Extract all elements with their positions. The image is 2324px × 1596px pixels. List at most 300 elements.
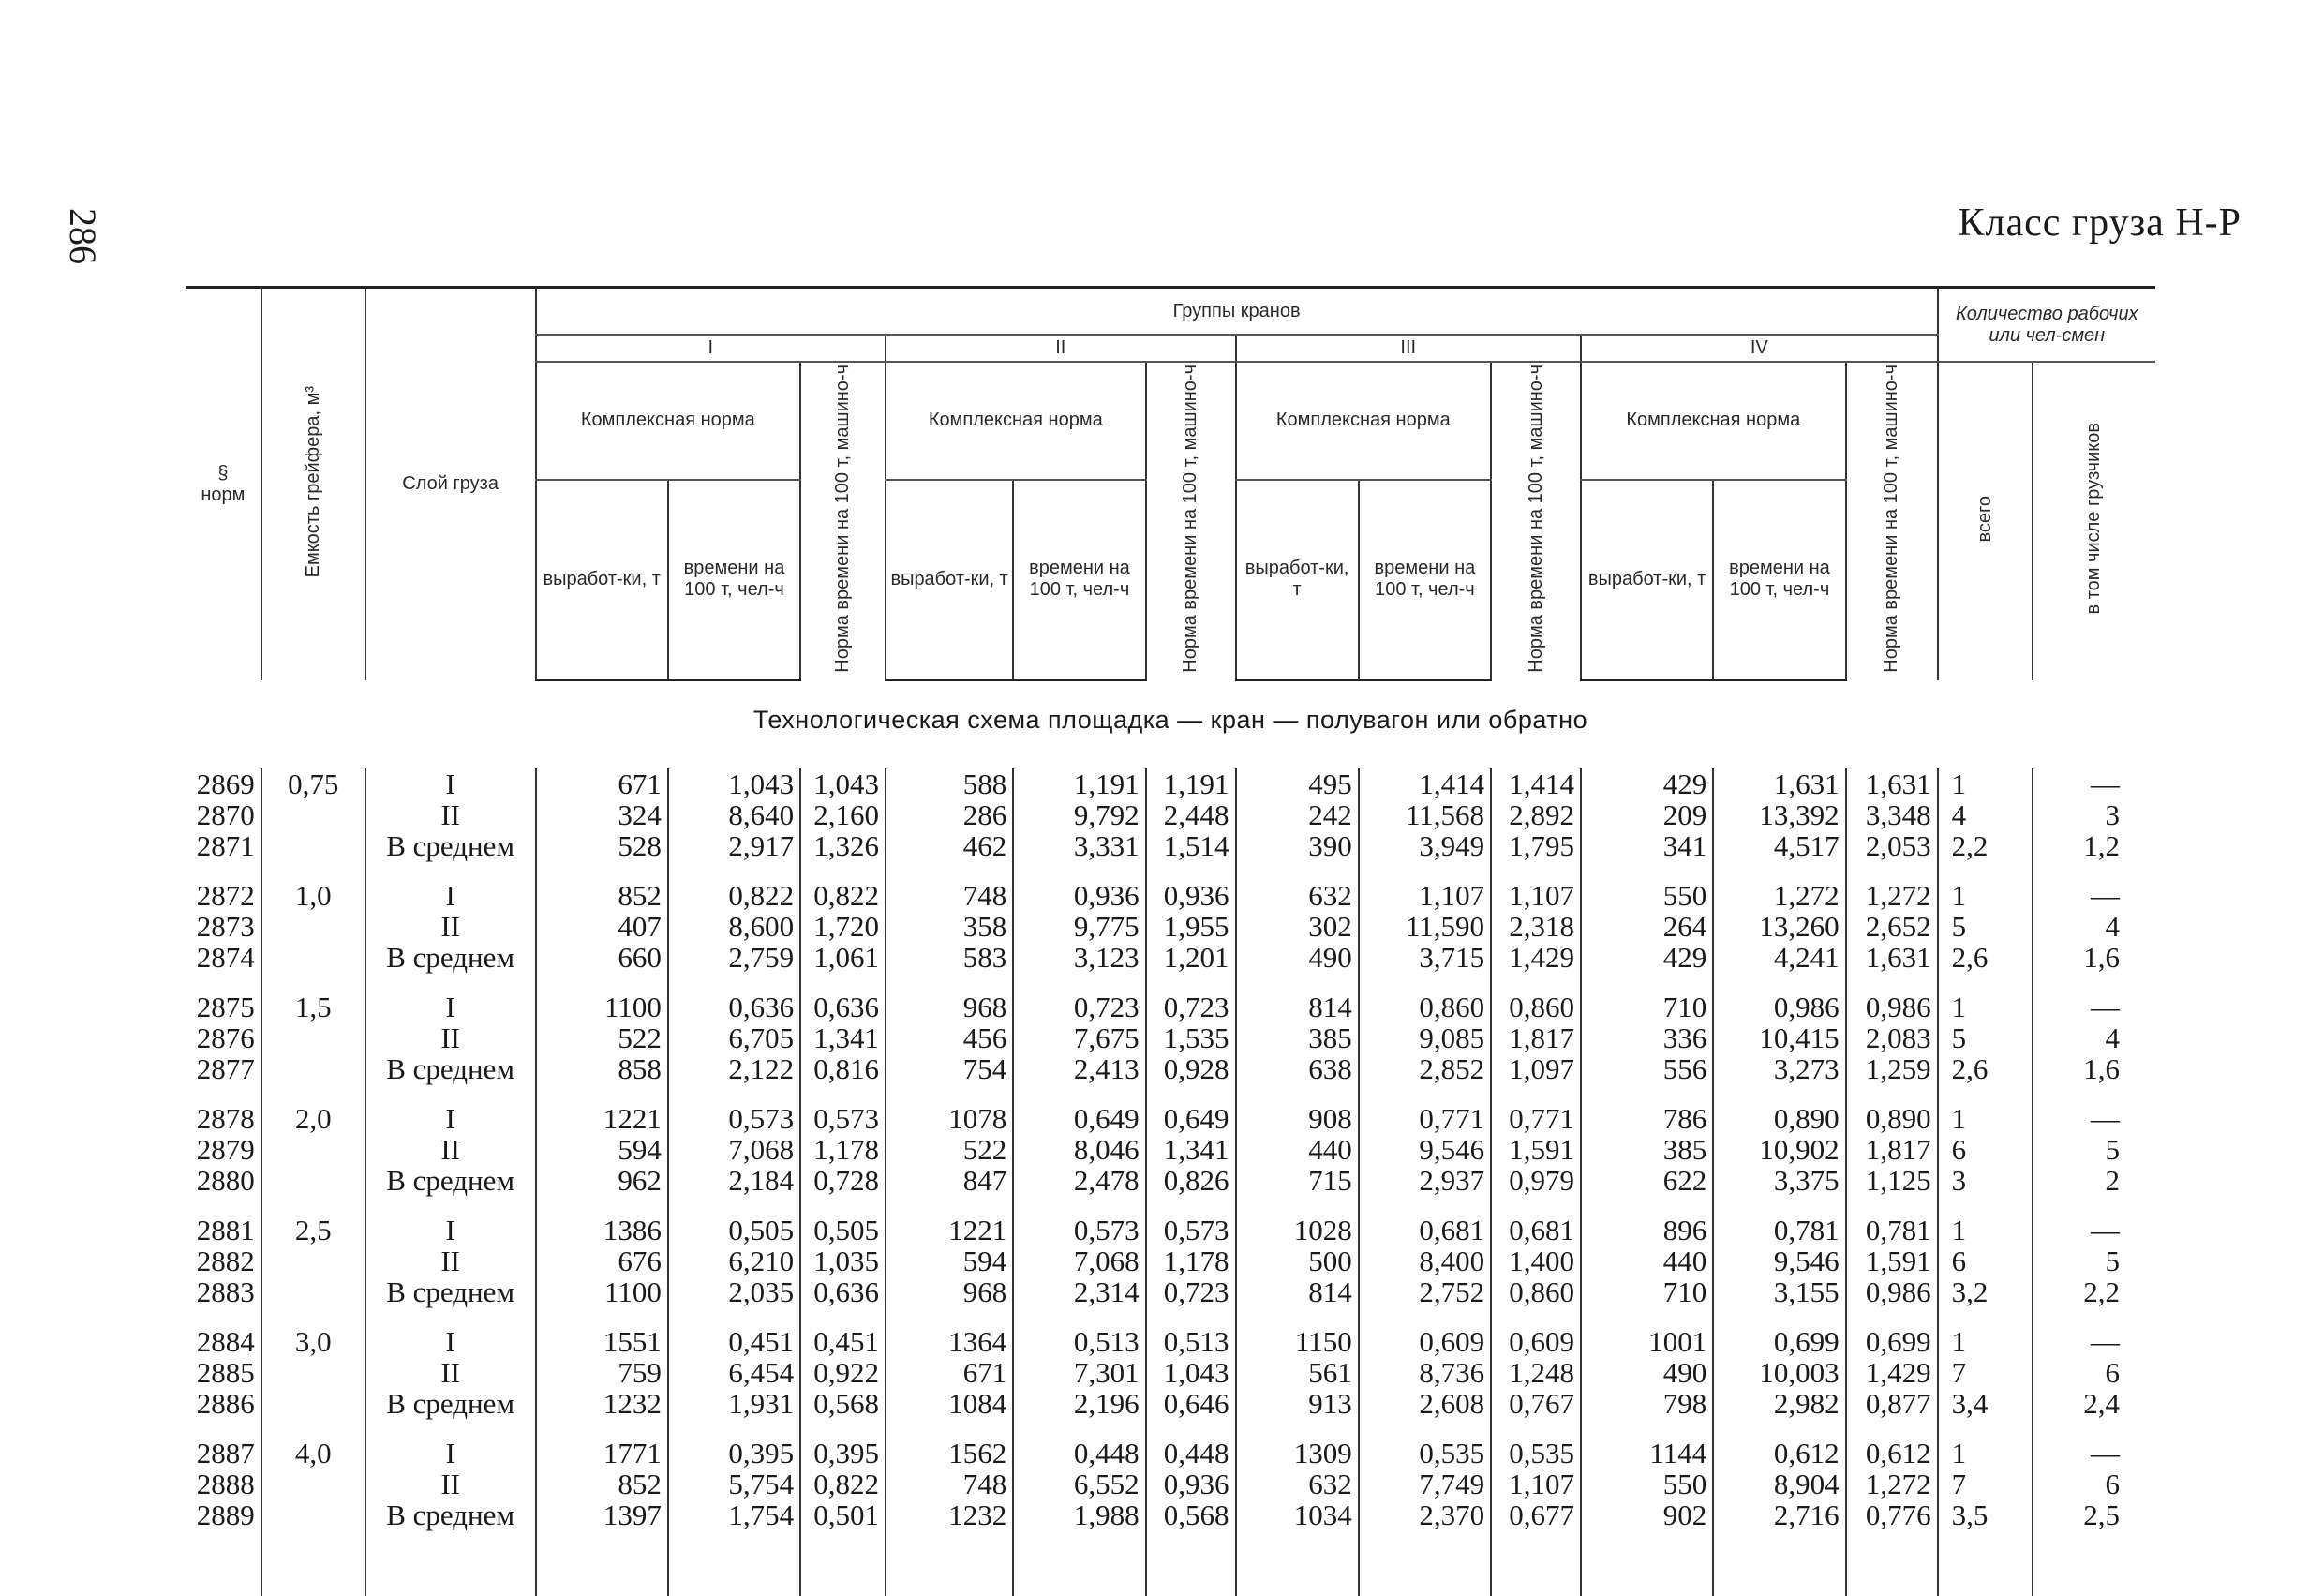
grab-capacity-cell: 2,0 xyxy=(261,1084,365,1134)
time-cell: 2,982 xyxy=(1713,1388,1845,1419)
loaders-cell: 6 xyxy=(2033,1469,2155,1499)
output-cell: 814 xyxy=(1236,973,1359,1022)
workers-total-cell: 7 xyxy=(1938,1469,2033,1499)
table-row xyxy=(186,1469,2155,1499)
output-cell: 385 xyxy=(1236,1022,1359,1053)
time-cell: 0,699 xyxy=(1713,1307,1845,1357)
time-cell: 0,681 xyxy=(1359,1196,1491,1245)
workers-total-cell: 3,5 xyxy=(1938,1499,2033,1530)
workers-total-cell: 1 xyxy=(1938,1084,2033,1134)
loaders-cell: 4 xyxy=(2033,911,2155,942)
time-cell: 8,400 xyxy=(1359,1245,1491,1276)
machine-time-cell: 1,272 xyxy=(1846,861,1938,911)
machine-time-cell: 2,083 xyxy=(1846,1022,1938,1053)
workers-total-cell: 6 xyxy=(1938,1134,2033,1165)
machine-time-cell: 0,877 xyxy=(1846,1388,1938,1419)
table-row xyxy=(186,1245,2155,1276)
layer-cell: В среднем xyxy=(365,942,536,973)
time-cell: 2,852 xyxy=(1359,1053,1491,1084)
grab-capacity-cell xyxy=(261,1469,365,1499)
machine-time-cell: 1,035 xyxy=(800,1245,886,1276)
workers-total-cell: 1 xyxy=(1938,1196,2033,1245)
filler-cell xyxy=(668,1530,800,1596)
workers-total-cell: 6 xyxy=(1938,1245,2033,1276)
output-cell: 1232 xyxy=(886,1499,1013,1530)
workers-total-cell: 2,2 xyxy=(1938,830,2033,861)
scheme-title: Технологическая схема площадка — кран — полувагон или обратно xyxy=(752,706,1588,735)
output-cell: 264 xyxy=(1581,911,1713,942)
time-cell: 1,754 xyxy=(668,1499,800,1530)
output-cell: 1150 xyxy=(1236,1307,1359,1357)
time-cell: 8,600 xyxy=(668,911,800,942)
table-row xyxy=(186,973,2155,1022)
header-complex-norm-1: Комплексная норма xyxy=(536,362,801,480)
machine-time-cell: 0,936 xyxy=(1146,1469,1236,1499)
machine-time-cell: 0,501 xyxy=(800,1499,886,1530)
output-cell: 1364 xyxy=(886,1307,1013,1357)
loaders-cell: — xyxy=(2033,1307,2155,1357)
header-time-4: времени на 100 т, чел-ч xyxy=(1713,480,1845,680)
time-cell: 0,573 xyxy=(1013,1196,1145,1245)
time-cell: 5,754 xyxy=(668,1469,800,1499)
time-cell: 0,395 xyxy=(668,1419,800,1469)
header-complex-norm-2: Комплексная норма xyxy=(886,362,1146,480)
time-cell: 0,636 xyxy=(668,973,800,1022)
time-cell: 1,043 xyxy=(668,768,800,799)
machine-time-cell: 1,341 xyxy=(1146,1134,1236,1165)
machine-time-cell: 1,631 xyxy=(1846,942,1938,973)
output-cell: 550 xyxy=(1581,861,1713,911)
loaders-cell: 2,5 xyxy=(2033,1499,2155,1530)
layer-cell: В среднем xyxy=(365,1053,536,1084)
time-cell: 2,314 xyxy=(1013,1276,1145,1307)
header-time-1: времени на 100 т, чел-ч xyxy=(668,480,800,680)
time-cell: 4,517 xyxy=(1713,830,1845,861)
machine-time-cell: 0,928 xyxy=(1146,1053,1236,1084)
layer-cell: I xyxy=(365,861,536,911)
norm-number-cell: 2876 xyxy=(196,1022,255,1055)
filler-cell xyxy=(1236,1530,1359,1596)
machine-time-cell: 0,535 xyxy=(1491,1419,1581,1469)
time-cell: 0,649 xyxy=(1013,1084,1145,1134)
norm-number-cell: 2888 xyxy=(196,1468,255,1501)
loaders-cell: 1,6 xyxy=(2033,1053,2155,1084)
table-header xyxy=(186,288,2155,680)
time-cell: 8,046 xyxy=(1013,1134,1145,1165)
loaders-cell: — xyxy=(2033,1196,2155,1245)
output-cell: 638 xyxy=(1236,1053,1359,1084)
norm-number-cell: 2877 xyxy=(196,1052,255,1086)
machine-time-cell: 0,448 xyxy=(1146,1419,1236,1469)
time-cell: 0,505 xyxy=(668,1196,800,1245)
norm-number-cell: 2874 xyxy=(196,941,255,975)
grab-capacity-cell xyxy=(261,1388,365,1419)
time-cell: 11,568 xyxy=(1359,799,1491,830)
time-cell: 10,415 xyxy=(1713,1022,1845,1053)
output-cell: 286 xyxy=(886,799,1013,830)
output-cell: 1386 xyxy=(536,1196,668,1245)
grab-capacity-cell xyxy=(261,799,365,830)
time-cell: 10,902 xyxy=(1713,1134,1845,1165)
table-row xyxy=(186,911,2155,942)
output-cell: 440 xyxy=(1236,1134,1359,1165)
header-total: всего xyxy=(1938,362,2033,680)
machine-time-cell: 0,890 xyxy=(1846,1084,1938,1134)
table-row xyxy=(186,1053,2155,1084)
time-cell: 6,552 xyxy=(1013,1469,1145,1499)
workers-total-cell: 3,4 xyxy=(1938,1388,2033,1419)
output-cell: 588 xyxy=(886,768,1013,799)
machine-time-cell: 0,568 xyxy=(800,1388,886,1419)
output-cell: 1221 xyxy=(536,1084,668,1134)
workers-total-cell: 1 xyxy=(1938,973,2033,1022)
machine-time-cell: 1,191 xyxy=(1146,768,1236,799)
machine-time-cell: 1,591 xyxy=(1846,1245,1938,1276)
machine-time-cell: 0,860 xyxy=(1491,1276,1581,1307)
header-complex-norm-4: Комплексная норма xyxy=(1581,362,1846,480)
time-cell: 0,986 xyxy=(1713,973,1845,1022)
loaders-cell: 2,2 xyxy=(2033,1276,2155,1307)
machine-time-cell: 1,514 xyxy=(1146,830,1236,861)
norm-number-cell: 2889 xyxy=(196,1499,255,1532)
workers-total-cell: 1 xyxy=(1938,1419,2033,1469)
machine-time-cell: 1,107 xyxy=(1491,1469,1581,1499)
workers-total-cell: 1 xyxy=(1938,768,2033,799)
layer-cell: I xyxy=(365,768,536,799)
workers-total-cell: 5 xyxy=(1938,1022,2033,1053)
output-cell: 1309 xyxy=(1236,1419,1359,1469)
time-cell: 2,122 xyxy=(668,1053,800,1084)
grab-capacity-cell: 1,5 xyxy=(261,973,365,1022)
norm-number-cell: 2886 xyxy=(196,1387,255,1421)
machine-time-cell: 1,201 xyxy=(1146,942,1236,973)
time-cell: 3,273 xyxy=(1713,1053,1845,1084)
layer-cell: В среднем xyxy=(365,1165,536,1196)
output-cell: 852 xyxy=(536,1469,668,1499)
norm-number-cell: 2887 xyxy=(196,1437,255,1470)
machine-time-cell: 0,649 xyxy=(1146,1084,1236,1134)
workers-total-cell: 3 xyxy=(1938,1165,2033,1196)
output-cell: 1084 xyxy=(886,1388,1013,1419)
header-norm-number: § норм xyxy=(186,288,261,680)
loaders-cell: 2 xyxy=(2033,1165,2155,1196)
output-cell: 1397 xyxy=(536,1499,668,1530)
filler-cell xyxy=(1359,1530,1491,1596)
grab-capacity-cell xyxy=(261,942,365,973)
time-cell: 2,937 xyxy=(1359,1165,1491,1196)
output-cell: 341 xyxy=(1581,830,1713,861)
header-machine-time-4: Норма времени на 100 т, машино-ч xyxy=(1846,362,1938,680)
machine-time-cell: 1,817 xyxy=(1846,1134,1938,1165)
output-cell: 500 xyxy=(1236,1245,1359,1276)
output-cell: 902 xyxy=(1581,1499,1713,1530)
output-cell: 968 xyxy=(886,1276,1013,1307)
machine-time-cell: 1,341 xyxy=(800,1022,886,1053)
output-cell: 896 xyxy=(1581,1196,1713,1245)
time-cell: 2,759 xyxy=(668,942,800,973)
output-cell: 748 xyxy=(886,1469,1013,1499)
layer-cell: В среднем xyxy=(365,1388,536,1419)
output-cell: 390 xyxy=(1236,830,1359,861)
loaders-cell: 1,6 xyxy=(2033,942,2155,973)
filler-cell xyxy=(1713,1530,1845,1596)
time-cell: 0,936 xyxy=(1013,861,1145,911)
time-cell: 10,003 xyxy=(1713,1357,1845,1388)
filler-cell xyxy=(1581,1530,1713,1596)
time-cell: 1,414 xyxy=(1359,768,1491,799)
machine-time-cell: 1,631 xyxy=(1846,768,1938,799)
loaders-cell: — xyxy=(2033,973,2155,1022)
table-row xyxy=(186,1022,2155,1053)
time-cell: 2,752 xyxy=(1359,1276,1491,1307)
loaders-cell: 1,2 xyxy=(2033,830,2155,861)
machine-time-cell: 2,892 xyxy=(1491,799,1581,830)
layer-cell: I xyxy=(365,1419,536,1469)
time-cell: 0,781 xyxy=(1713,1196,1845,1245)
time-cell: 1,631 xyxy=(1713,768,1845,799)
table-row xyxy=(186,1084,2155,1134)
output-cell: 676 xyxy=(536,1245,668,1276)
table-body xyxy=(186,768,2155,1596)
output-cell: 522 xyxy=(886,1134,1013,1165)
time-cell: 0,573 xyxy=(668,1084,800,1134)
header-machine-time-3: Норма времени на 100 т, машино-ч xyxy=(1491,362,1581,680)
filler-cell xyxy=(800,1530,886,1596)
grab-capacity-cell xyxy=(261,1276,365,1307)
time-cell: 13,392 xyxy=(1713,799,1845,830)
header-output-2: выработ-ки, т xyxy=(886,480,1013,680)
filler-cell xyxy=(1846,1530,1938,1596)
table-row xyxy=(186,861,2155,911)
filler-cell xyxy=(536,1530,668,1596)
workers-total-cell: 5 xyxy=(1938,911,2033,942)
time-cell: 2,196 xyxy=(1013,1388,1145,1419)
output-cell: 1551 xyxy=(536,1307,668,1357)
output-cell: 1100 xyxy=(536,1276,668,1307)
machine-time-cell: 0,505 xyxy=(800,1196,886,1245)
table-row xyxy=(186,1357,2155,1388)
time-cell: 7,301 xyxy=(1013,1357,1145,1388)
layer-cell: II xyxy=(365,1134,536,1165)
layer-cell: В среднем xyxy=(365,1499,536,1530)
machine-time-cell: 1,107 xyxy=(1491,861,1581,911)
output-cell: 302 xyxy=(1236,911,1359,942)
time-cell: 0,448 xyxy=(1013,1419,1145,1469)
grab-capacity-cell xyxy=(261,1053,365,1084)
time-cell: 6,705 xyxy=(668,1022,800,1053)
filler-cell xyxy=(1146,1530,1236,1596)
machine-time-cell: 1,414 xyxy=(1491,768,1581,799)
workers-total-cell: 7 xyxy=(1938,1357,2033,1388)
header-crane-groups: Группы кранов xyxy=(536,288,1938,336)
output-cell: 671 xyxy=(886,1357,1013,1388)
output-cell: 583 xyxy=(886,942,1013,973)
header-time-2: времени на 100 т, чел-ч xyxy=(1013,480,1145,680)
norm-number-cell: 2869 xyxy=(196,768,255,801)
time-cell: 11,590 xyxy=(1359,911,1491,942)
output-cell: 798 xyxy=(1581,1388,1713,1419)
time-cell: 0,822 xyxy=(668,861,800,911)
norm-number-cell: 2873 xyxy=(196,910,255,944)
header-machine-time-1: Норма времени на 100 т, машино-ч xyxy=(800,362,886,680)
workers-total-cell: 1 xyxy=(1938,861,2033,911)
norm-number-cell: 2884 xyxy=(196,1325,255,1359)
time-cell: 1,191 xyxy=(1013,768,1145,799)
grab-capacity-cell xyxy=(261,1499,365,1530)
norm-number-cell: 2879 xyxy=(196,1133,255,1167)
layer-cell: В среднем xyxy=(365,1276,536,1307)
time-cell: 2,184 xyxy=(668,1165,800,1196)
time-cell: 8,640 xyxy=(668,799,800,830)
filler-cell xyxy=(1013,1530,1145,1596)
norms-table xyxy=(186,286,2155,1596)
table-row xyxy=(186,1165,2155,1196)
layer-cell: II xyxy=(365,1245,536,1276)
machine-time-cell: 0,723 xyxy=(1146,1276,1236,1307)
time-cell: 0,890 xyxy=(1713,1084,1845,1134)
time-cell: 3,375 xyxy=(1713,1165,1845,1196)
cargo-class-title: Класс груза Н-Р xyxy=(1958,201,2242,245)
machine-time-cell: 2,448 xyxy=(1146,799,1236,830)
output-cell: 671 xyxy=(536,768,668,799)
machine-time-cell: 2,652 xyxy=(1846,911,1938,942)
output-cell: 754 xyxy=(886,1053,1013,1084)
time-cell: 9,546 xyxy=(1713,1245,1845,1276)
workers-total-cell: 1 xyxy=(1938,1307,2033,1357)
time-cell: 7,749 xyxy=(1359,1469,1491,1499)
output-cell: 490 xyxy=(1581,1357,1713,1388)
machine-time-cell: 0,936 xyxy=(1146,861,1236,911)
header-workers-count: Количество рабочих или чел-смен xyxy=(1938,288,2155,363)
machine-time-cell: 0,677 xyxy=(1491,1499,1581,1530)
output-cell: 715 xyxy=(1236,1165,1359,1196)
time-cell: 1,272 xyxy=(1713,861,1845,911)
time-cell: 2,370 xyxy=(1359,1499,1491,1530)
time-cell: 7,068 xyxy=(1013,1245,1145,1276)
output-cell: 1078 xyxy=(886,1084,1013,1134)
grab-capacity-cell: 3,0 xyxy=(261,1307,365,1357)
table-row xyxy=(186,1419,2155,1469)
filler-cell xyxy=(2033,1530,2155,1596)
output-cell: 594 xyxy=(886,1245,1013,1276)
table-row xyxy=(186,830,2155,861)
time-cell: 1,107 xyxy=(1359,861,1491,911)
filler-cell xyxy=(365,1530,536,1596)
time-cell: 0,451 xyxy=(668,1307,800,1357)
workers-total-cell: 4 xyxy=(1938,799,2033,830)
machine-time-cell: 0,986 xyxy=(1846,973,1938,1022)
grab-capacity-cell xyxy=(261,1357,365,1388)
machine-time-cell: 0,636 xyxy=(800,973,886,1022)
machine-time-cell: 3,348 xyxy=(1846,799,1938,830)
layer-cell: II xyxy=(365,1357,536,1388)
machine-time-cell: 0,646 xyxy=(1146,1388,1236,1419)
time-cell: 6,210 xyxy=(668,1245,800,1276)
header-output-1: выработ-ки, т xyxy=(536,480,668,680)
machine-time-cell: 0,767 xyxy=(1491,1388,1581,1419)
machine-time-cell: 1,272 xyxy=(1846,1469,1938,1499)
output-cell: 786 xyxy=(1581,1084,1713,1134)
norm-number-cell: 2870 xyxy=(196,798,255,832)
machine-time-cell: 1,178 xyxy=(1146,1245,1236,1276)
output-cell: 429 xyxy=(1581,942,1713,973)
filler-cell xyxy=(261,1530,365,1596)
time-cell: 2,716 xyxy=(1713,1499,1845,1530)
table-row xyxy=(186,1276,2155,1307)
norm-number-cell: 2882 xyxy=(196,1245,255,1278)
machine-time-cell: 1,043 xyxy=(800,768,886,799)
output-cell: 490 xyxy=(1236,942,1359,973)
output-cell: 710 xyxy=(1581,1276,1713,1307)
table-row xyxy=(186,1134,2155,1165)
machine-time-cell: 0,609 xyxy=(1491,1307,1581,1357)
layer-cell: I xyxy=(365,1196,536,1245)
output-cell: 710 xyxy=(1581,973,1713,1022)
output-cell: 385 xyxy=(1581,1134,1713,1165)
loaders-cell: 5 xyxy=(2033,1134,2155,1165)
output-cell: 1232 xyxy=(536,1388,668,1419)
output-cell: 209 xyxy=(1581,799,1713,830)
time-cell: 0,513 xyxy=(1013,1307,1145,1357)
table-filler-row xyxy=(186,1530,2155,1596)
machine-time-cell: 0,922 xyxy=(800,1357,886,1388)
filler-cell xyxy=(886,1530,1013,1596)
norm-number-cell: 2883 xyxy=(196,1275,255,1309)
time-cell: 0,612 xyxy=(1713,1419,1845,1469)
output-cell: 908 xyxy=(1236,1084,1359,1134)
output-cell: 622 xyxy=(1581,1165,1713,1196)
filler-cell xyxy=(1491,1530,1581,1596)
output-cell: 594 xyxy=(536,1134,668,1165)
time-cell: 2,917 xyxy=(668,830,800,861)
grab-capacity-cell xyxy=(261,1134,365,1165)
output-cell: 748 xyxy=(886,861,1013,911)
machine-time-cell: 0,612 xyxy=(1846,1419,1938,1469)
grab-capacity-cell: 4,0 xyxy=(261,1419,365,1469)
header-time-3: времени на 100 т, чел-ч xyxy=(1359,480,1491,680)
machine-time-cell: 0,573 xyxy=(1146,1196,1236,1245)
grab-capacity-cell xyxy=(261,1022,365,1053)
output-cell: 556 xyxy=(1581,1053,1713,1084)
time-cell: 2,413 xyxy=(1013,1053,1145,1084)
header-complex-norm-3: Комплексная норма xyxy=(1236,362,1492,480)
output-cell: 1034 xyxy=(1236,1499,1359,1530)
machine-time-cell: 2,160 xyxy=(800,799,886,830)
output-cell: 324 xyxy=(536,799,668,830)
output-cell: 429 xyxy=(1581,768,1713,799)
time-cell: 6,454 xyxy=(668,1357,800,1388)
machine-time-cell: 0,681 xyxy=(1491,1196,1581,1245)
layer-cell: I xyxy=(365,1307,536,1357)
loaders-cell: 2,4 xyxy=(2033,1388,2155,1419)
time-cell: 9,085 xyxy=(1359,1022,1491,1053)
output-cell: 1028 xyxy=(1236,1196,1359,1245)
loaders-cell: 3 xyxy=(2033,799,2155,830)
output-cell: 962 xyxy=(536,1165,668,1196)
grab-capacity-cell: 1,0 xyxy=(261,861,365,911)
machine-time-cell: 0,513 xyxy=(1146,1307,1236,1357)
machine-time-cell: 2,053 xyxy=(1846,830,1938,861)
machine-time-cell: 0,771 xyxy=(1491,1084,1581,1134)
norm-number-cell: 2875 xyxy=(196,991,255,1024)
output-cell: 759 xyxy=(536,1357,668,1388)
output-cell: 1100 xyxy=(536,973,668,1022)
machine-time-cell: 0,816 xyxy=(800,1053,886,1084)
output-cell: 456 xyxy=(886,1022,1013,1053)
output-cell: 913 xyxy=(1236,1388,1359,1419)
time-cell: 1,988 xyxy=(1013,1499,1145,1530)
time-cell: 0,723 xyxy=(1013,973,1145,1022)
